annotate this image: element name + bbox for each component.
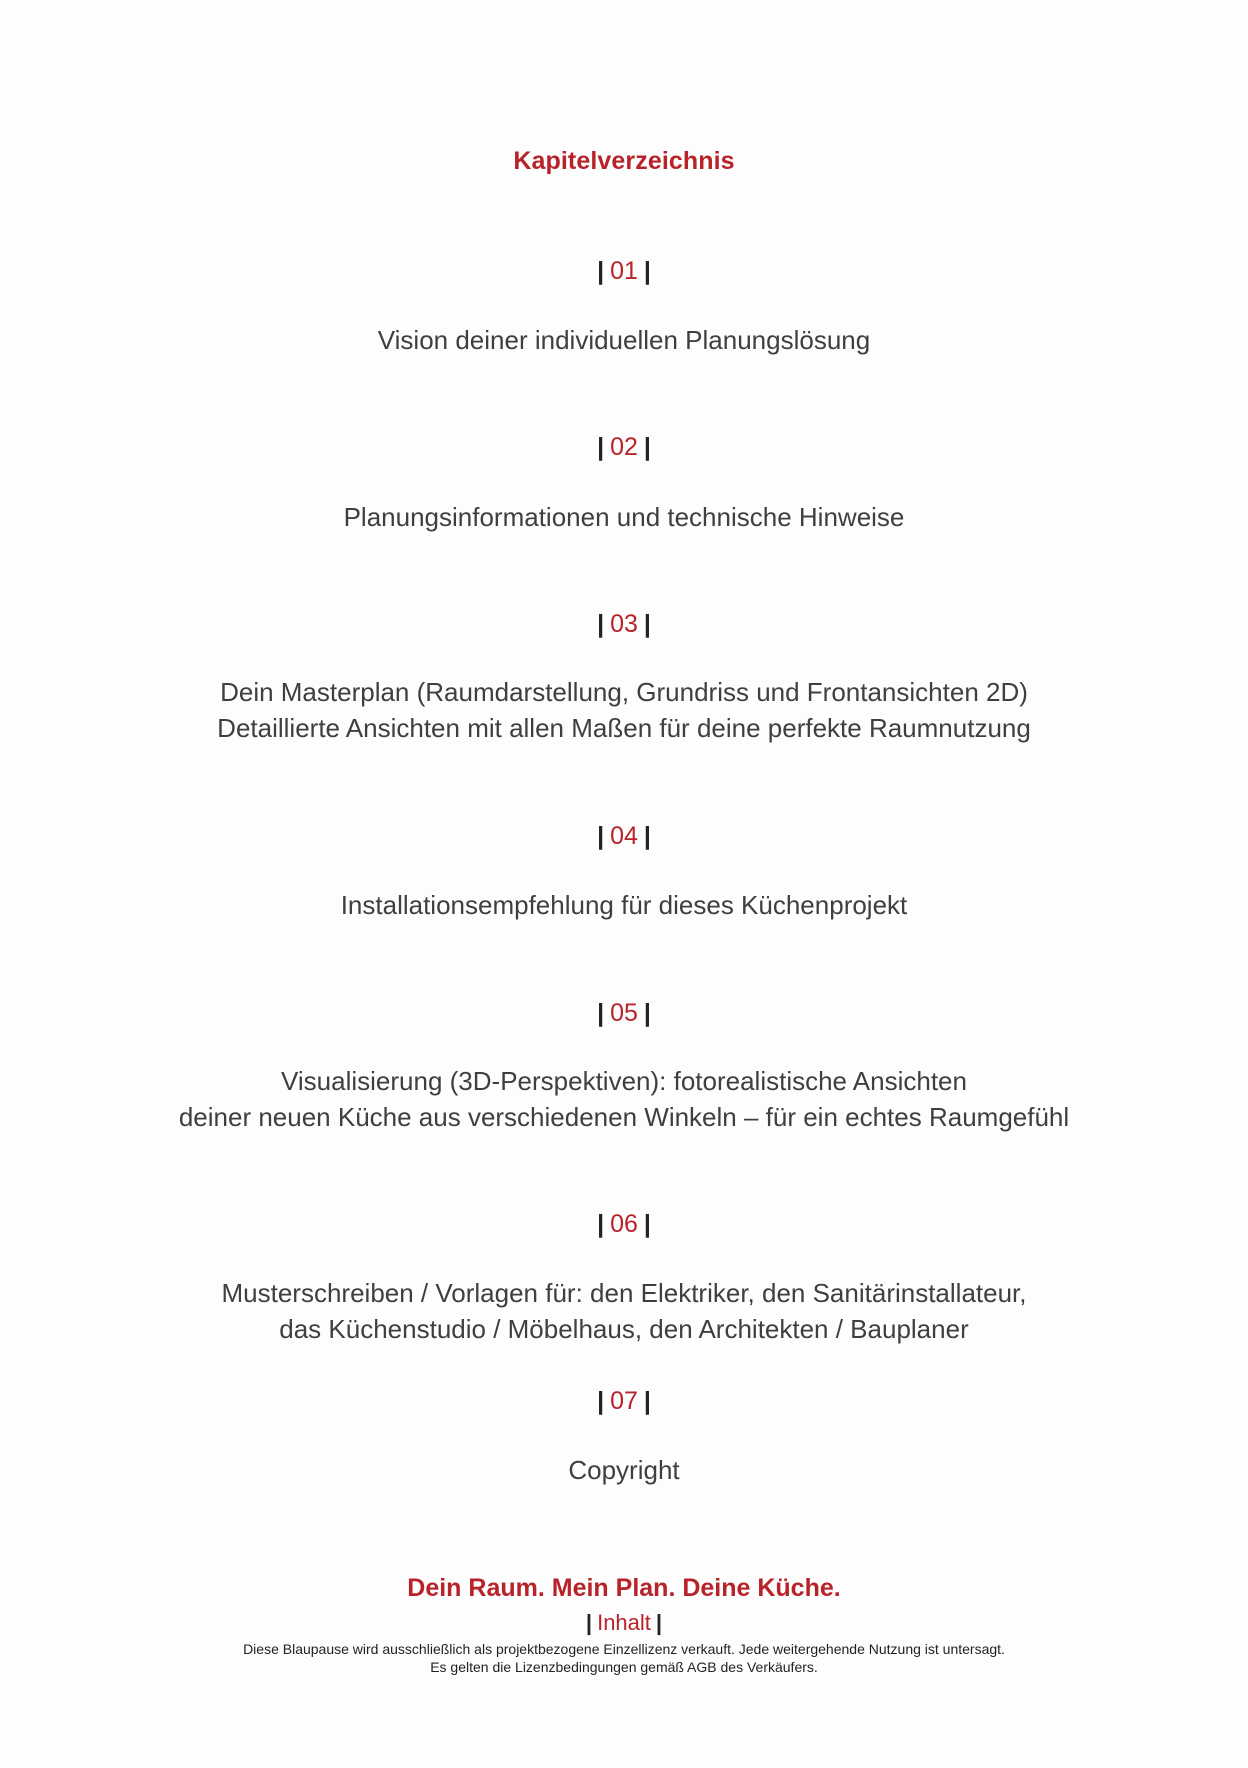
- chapter-title-07: [0, 1452, 1248, 1488]
- legal-line-2: Es gelten die Lizenzbedingungen gemäß AGB des Verkäufers.: [430, 1659, 818, 1675]
- separator-right: |: [643, 999, 651, 1027]
- chapter-title-03: [0, 674, 1248, 746]
- separator-right: |: [643, 822, 651, 850]
- chapter-line: Dein Masterplan (Raumdarstellung, Grundriss und Frontansichten 2D): [220, 677, 1028, 707]
- chapter-number-label: 07: [610, 1387, 638, 1415]
- separator-right: |: [643, 433, 651, 461]
- chapter-title-06: [0, 1275, 1248, 1347]
- separator-right: |: [655, 1610, 663, 1635]
- footer-nav: [0, 1610, 1248, 1636]
- legal-notice: [0, 1640, 1248, 1676]
- separator-right: |: [643, 1210, 651, 1238]
- separator-left: |: [597, 999, 605, 1027]
- separator-left: |: [597, 1210, 605, 1238]
- chapter-title-04: [0, 887, 1248, 923]
- separator-left: |: [597, 1387, 605, 1415]
- chapter-line: das Küchenstudio / Möbelhaus, den Architekten / Bauplaner: [279, 1314, 969, 1344]
- chapter-line: Detaillierte Ansichten mit allen Maßen für deine perfekte Raumnutzung: [217, 713, 1031, 743]
- inhalt-link[interactable]: Inhalt: [597, 1610, 651, 1635]
- chapter-number-01: [0, 257, 1248, 286]
- chapter-line: Installationsempfehlung für dieses Küchenprojekt: [340, 890, 908, 920]
- separator-left: |: [597, 433, 605, 461]
- separator-right: |: [643, 610, 651, 638]
- chapter-number-07: [0, 1387, 1248, 1416]
- chapter-line: Musterschreiben / Vorlagen für: den Elektriker, den Sanitärinstallateur,: [221, 1278, 1027, 1308]
- separator-left: |: [597, 257, 605, 285]
- chapter-number-label: 06: [610, 1210, 638, 1238]
- chapter-title-01: [0, 322, 1248, 358]
- chapter-number-06: [0, 1210, 1248, 1239]
- chapter-line: Planungsinformationen und technische Hinweise: [343, 502, 905, 532]
- chapter-number-label: 01: [610, 257, 638, 285]
- footer-tagline: Dein Raum. Mein Plan. Deine Küche.: [407, 1574, 841, 1602]
- chapter-line: Visualisierung (3D-Perspektiven): fotorealistische Ansichten: [281, 1066, 967, 1096]
- chapter-title-05: [0, 1063, 1248, 1135]
- chapter-line: Copyright: [568, 1455, 680, 1485]
- chapter-number-05: [0, 999, 1248, 1028]
- chapter-number-02: [0, 433, 1248, 462]
- legal-line-1: Diese Blaupause wird ausschließlich als projektbezogene Einzellizenz verkauft. Jede weitergehende Nutzung ist untersagt.: [243, 1641, 1005, 1657]
- separator-right: |: [643, 1387, 651, 1415]
- separator-left: |: [597, 822, 605, 850]
- separator-left: |: [597, 610, 605, 638]
- chapter-line: deiner neuen Küche aus verschiedenen Winkeln – für ein echtes Raumgefühl: [178, 1102, 1070, 1132]
- chapter-number-04: [0, 822, 1248, 851]
- separator-right: |: [643, 257, 651, 285]
- chapter-number-label: 05: [610, 999, 638, 1027]
- separator-left: |: [585, 1610, 593, 1635]
- chapter-number-label: 03: [610, 610, 638, 638]
- chapter-line: Vision deiner individuellen Planungslösung: [377, 325, 871, 355]
- chapter-number-03: [0, 610, 1248, 639]
- page-title: Kapitelverzeichnis: [513, 147, 735, 175]
- chapter-number-label: 04: [610, 822, 638, 850]
- chapter-number-label: 02: [610, 433, 638, 461]
- chapter-title-02: [0, 499, 1248, 535]
